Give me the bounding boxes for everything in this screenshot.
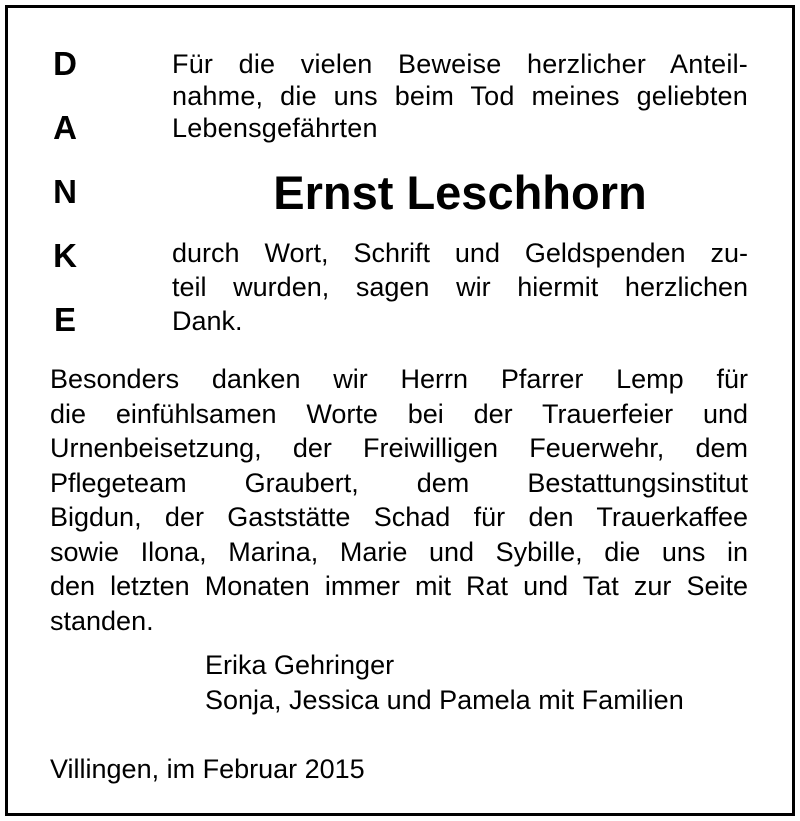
signature-line: Sonja, Jessica und Pamela mit Familien bbox=[205, 685, 684, 715]
body-line: Besonders danken wir Herrn Pfarrer Lemp für bbox=[50, 364, 748, 394]
body-line: standen. bbox=[50, 605, 154, 636]
intro-line: Für die vielen Beweise herzlicher Anteil- bbox=[172, 49, 748, 79]
thanks-line: durch Wort, Schrift und Geldspenden zu- bbox=[172, 238, 748, 268]
intro-paragraph bbox=[172, 48, 748, 144]
signatures-block bbox=[205, 648, 684, 718]
body-line: Bigdun, der Gaststätte Schad für den Trauerkaffee bbox=[50, 502, 748, 532]
body-line: die einfühlsamen Worte bei der Trauerfeier und bbox=[50, 398, 748, 429]
place-date: Villingen, im Februar 2015 bbox=[50, 754, 365, 784]
danke-letter: K bbox=[53, 237, 77, 274]
intro-line: nahme, die uns beim Tod meines geliebten bbox=[172, 81, 748, 111]
danke-letter: E bbox=[53, 301, 76, 338]
danke-letter: A bbox=[53, 109, 77, 146]
body-line: Pflegeteam Graubert, dem Bestattungsinstitut bbox=[50, 467, 748, 498]
body-line: den letzten Monaten immer mit Rat und Tat zur Seite bbox=[50, 571, 748, 601]
danke-letter: N bbox=[53, 173, 77, 210]
signature-line: Erika Gehringer bbox=[205, 650, 395, 680]
body-line: Urnenbeisetzung, der Freiwilligen Feuerwehr, dem bbox=[50, 433, 748, 463]
intro-line: Lebensgefährten bbox=[172, 113, 378, 143]
acknowledgement-paragraph bbox=[50, 362, 748, 638]
thanks-paragraph bbox=[172, 236, 748, 338]
thanks-line: Dank. bbox=[172, 306, 243, 336]
body-line: sowie Ilona, Marina, Marie und Sybille, die uns in bbox=[50, 536, 748, 567]
thanks-line: teil wurden, sagen wir hiermit herzlichen bbox=[172, 272, 748, 302]
danke-letter: D bbox=[53, 45, 77, 82]
deceased-name: Ernst Leschhorn bbox=[273, 166, 647, 219]
